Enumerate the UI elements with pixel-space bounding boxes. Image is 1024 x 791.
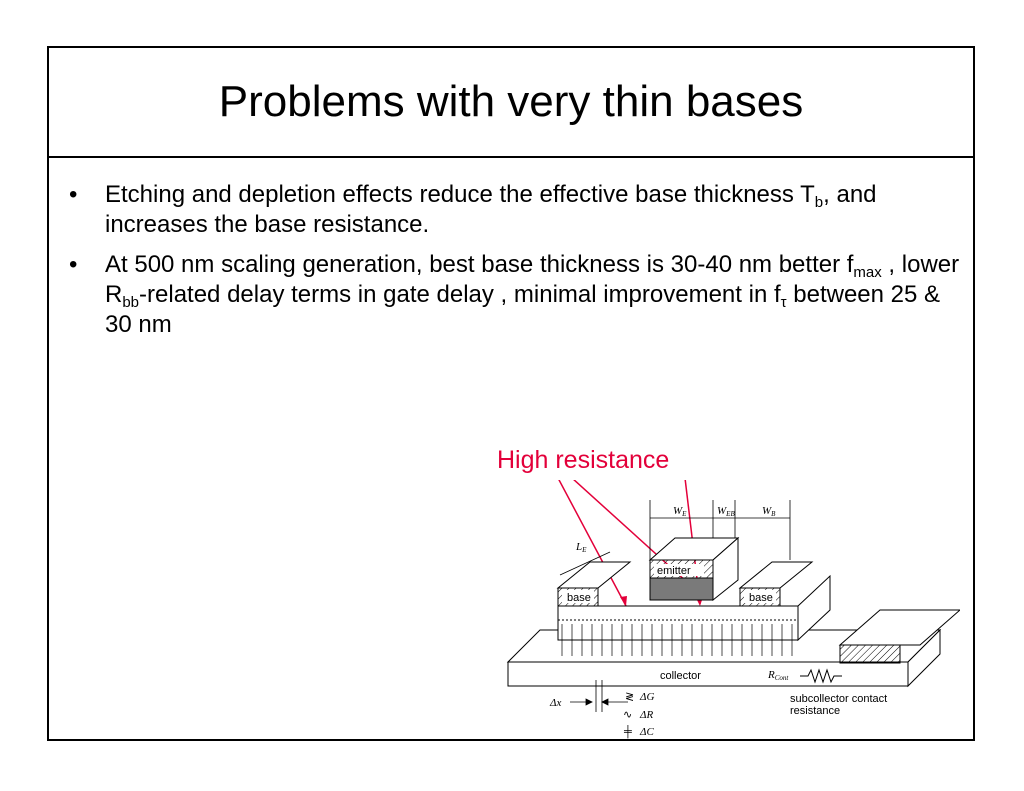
- bullet-marker: •: [69, 251, 78, 278]
- subscript: b: [814, 194, 824, 211]
- subscript: bb: [122, 294, 140, 311]
- subscript: max: [853, 264, 882, 281]
- bullet-text: , and increases the base resistance.: [105, 181, 877, 238]
- resistance-symbol: ∿: [623, 709, 633, 721]
- hbt-structure-diagram: [500, 480, 960, 740]
- le-label: LE: [576, 541, 587, 554]
- rcont-label: RCont: [768, 669, 789, 682]
- bullet-text: between 25 & 30 nm: [105, 281, 941, 338]
- bullet-text: Etching and depletion effects reduce the effective base thickness T: [105, 181, 815, 208]
- collector-label: collector: [660, 670, 701, 682]
- base-right-label: base: [749, 592, 773, 604]
- bullet-text: -related delay terms in gate delay , minimal improvement in f: [139, 281, 781, 308]
- base-left-label: base: [567, 592, 591, 604]
- we-label: WE: [673, 505, 687, 518]
- bullet-item: [59, 180, 964, 240]
- emitter-label: emitter: [657, 565, 691, 577]
- wb-label: WB: [762, 505, 776, 518]
- subscript: τ: [780, 294, 787, 311]
- bullet-list: [59, 180, 964, 350]
- title-bar: [49, 48, 973, 158]
- conductance-symbol: ≷: [625, 691, 635, 703]
- dc-label: ΔC: [640, 726, 654, 738]
- dr-label: ΔR: [640, 709, 654, 721]
- bullet-item: [59, 250, 964, 340]
- capacitor-symbol: ╪: [624, 726, 632, 738]
- bullet-text: , lower R: [105, 251, 960, 308]
- subcollector-label-line1: subcollector contact: [790, 693, 888, 705]
- bullet-text: At 500 nm scaling generation, best base thickness is 30-40 nm better f: [105, 251, 854, 278]
- subcollector-contact: [840, 610, 960, 663]
- web-label: WEB: [717, 505, 735, 518]
- high-resistance-callout: High resistance: [497, 446, 670, 474]
- dg-label: ΔG: [640, 691, 655, 703]
- subcollector-label-line2: resistance: [790, 705, 841, 717]
- bullet-marker: •: [69, 181, 78, 208]
- slide-title: Problems with very thin bases: [218, 77, 804, 126]
- dx-label: Δx: [550, 697, 562, 709]
